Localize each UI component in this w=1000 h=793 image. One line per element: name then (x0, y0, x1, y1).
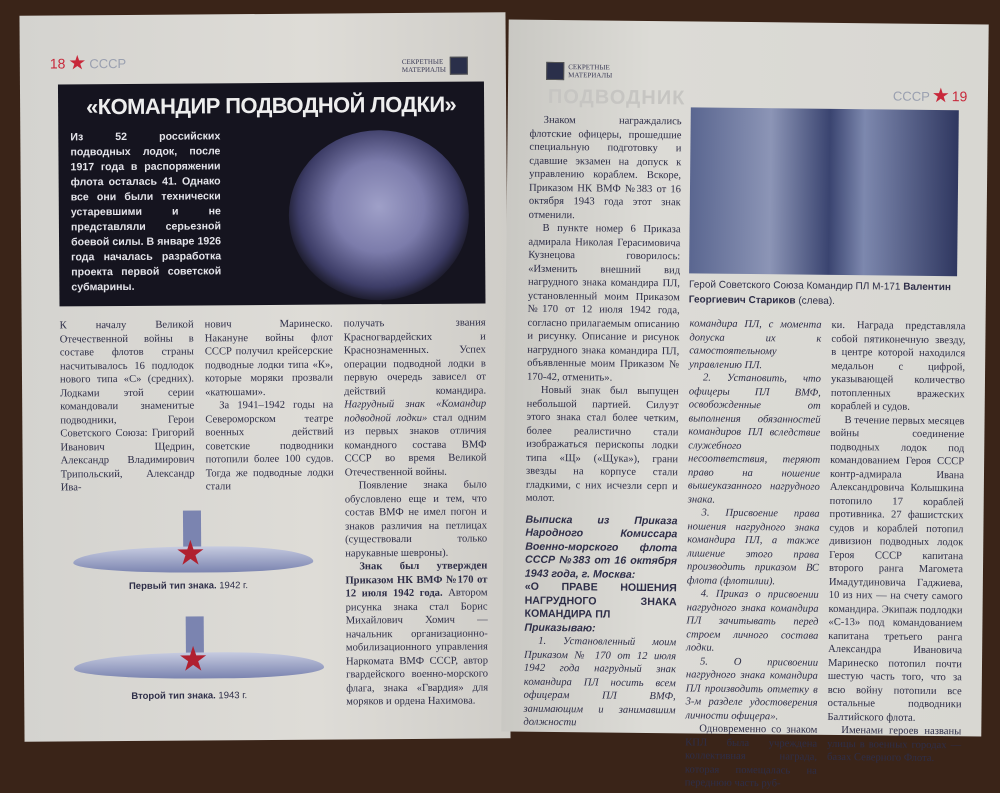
paragraph: В течение первых месяцев войны соединение подводных лодок под командованием Героя СССР контр-адмирала Ивана Александровича Колышкина потопило 17 кораблей противника. 27 фашистских судов и кораблей потопил дивизион подводных лодок Героя СССР капитана второго ранга Магомета Имадутдиновича Гаджиева, 10 из них — на счету самого командира. Экипаж подлодки «С-13» под командованием капитана третьего ранга Александра Ивановича Маринеско потопил почти шестую часть того, что за всю войну потопили все остальные подводники Балтийского флота. (827, 414, 965, 724)
column-2 (205, 318, 334, 494)
column-a (523, 114, 681, 731)
column-1 (60, 318, 195, 494)
magazine-logo (402, 57, 468, 75)
order-label: Приказываю: (524, 621, 596, 634)
text: стал одним из первых знаков отличия командного состава ВМФ СССР во время Великой Отечественной войны. (344, 411, 487, 478)
logo-line: СЕКРЕТНЫЕ (401, 57, 444, 67)
column-3 (344, 316, 489, 708)
order-item: 5. О присвоении нагрудного знака командира ПЛ производить отметку в 3-м разделе удостоверения личности офицера». (685, 656, 819, 722)
logo-line: МАТЕРИАЛЫ (568, 71, 613, 80)
magazine-logo (546, 62, 612, 81)
label: Первый тип знака. (128, 580, 217, 592)
logo-emblem-icon (450, 57, 468, 75)
text: (слева). (795, 295, 836, 307)
page-header-right (893, 86, 968, 107)
page-header-left (50, 53, 126, 74)
ghost-heading: ПОДВОДНИК (547, 85, 686, 110)
paragraph (344, 316, 487, 479)
order-heading: «О ПРАВЕ НОШЕНИЯ НАГРУДНОГО ЗНАКА КОМАНДИРА ПЛ (524, 580, 677, 621)
bold-text: Знак был утвержден Приказом НК ВМФ №170 от 12 июля 1942 года. (345, 560, 488, 600)
text: Автором рисунка знака стал Борис Михайлович Хомич — начальник организационно-мобилизационного управления Наркомата ВМФ СССР, автор гвардейского военно-морского флага, знака «Гвардия» для моряков и ордена Нахимова. (345, 587, 489, 708)
label: Второй тип знака. (131, 690, 216, 702)
logo-emblem-icon (546, 62, 564, 80)
officers-photo (689, 107, 959, 276)
section-label: СССР (89, 55, 127, 71)
paragraph: Именами героев названы улицы в военных городах — базах Северного Флота. (826, 725, 962, 765)
left-page (19, 12, 510, 741)
red-star-icon: ★ (175, 534, 206, 573)
logo-line: МАТЕРИАЛЫ (401, 65, 446, 75)
paragraph: Появление знака было обусловлено еще и тем, что состав ВМФ не имел погон и знаков различия на петлицах (существовали только нарукавные шевроны). (344, 479, 488, 559)
paragraph: Новый знак был выпущен небольшой партией. Силуэт этого знака стал более четким, более реалистично стали изображаться перископы лодки типа «Щ» («Щука»), грани звезды на корпусе стали гладкими, с них исчезли серп и молот. (525, 384, 679, 505)
paragraph: Одновременно со знаком КПЛ была учреждена коллективная награда, которая помещалась на переднюю часть руб- (684, 723, 818, 790)
paragraph (345, 559, 488, 708)
column-c (827, 319, 966, 766)
order-item: 3. Присвоение права ношения нагрудного знака командира ПЛ, а также лишение этого права производить приказом ВС флота (флотилии). (686, 507, 820, 587)
paragraph: нович Маринеско. Накануне войны флот СССР получил крейсерские подводные лодки типа «К», которые моряки прозвали «катюшами». (204, 318, 334, 398)
section-label: СССР (892, 88, 930, 104)
order-item: 2. Установить, что офицеры ПЛ ВМФ, освобожденные от выполнения обязанностей командиров ПЛ вследствие служебного несоответствия, теряют право на ношение вышеуказанного нагрудного знака. (687, 372, 822, 506)
right-page (501, 20, 988, 790)
order-item: 1. Установленный моим Приказом № 170 от 12 июля 1942 года нагрудный знак командира ПЛ носить всем офицерам ПЛ ВМФ, занимающим и занимавшим должности (523, 635, 677, 729)
red-star-icon: ★ (177, 640, 209, 679)
italic-text: Нагрудный знак «Командир подводной лодки» (344, 398, 487, 424)
order-item: 4. Приказ о присвоении нагрудного знака командира ПЛ зачитывать перед строем личного состава лодки. (686, 588, 819, 654)
badge-caption-2 (64, 690, 314, 703)
year: 1943 г. (218, 690, 248, 702)
badge-caption-1 (63, 580, 313, 593)
red-star-icon: ★ (931, 84, 950, 108)
page-number: 18 (49, 55, 66, 72)
page-number: 19 (951, 88, 968, 105)
article-title: «КОМАНДИР ПОДВОДНОЙ ЛОДКИ» (86, 91, 457, 120)
year: 1942 г. (219, 580, 248, 592)
photo-caption (689, 277, 961, 310)
text: Герой Советского Союза Командир ПЛ М-171 (688, 279, 904, 293)
paragraph: Знаком награждались флотские офицеры, прошедшие специальную подготовку и сдавшие экзамен на допуск к управлению кораблем. Вскоре, Приказом НК ВМФ №383 от 16 октября 1943 года этот знак отменили. (528, 114, 682, 221)
paragraph: К началу Великой Отечественной войны в составе флотов страны насчитывалось 16 подлодок нового типа «С» (средних). Лодками этой серии командовали знаменитые подводники, Герои Советского Союза: Григорий Иванович Щедрин, Александр Владимирович Трипольский, Александр Ива- (59, 319, 195, 494)
paragraph: В пункте номер 6 Приказа адмирала Николая Герасимовича Кузнецова говорилось: «Изменить внешний вид нагрудного знака командира ПЛ, установленный моим Приказом №170 от 12 июля 1942 года, согласно прилагаемым описанию и рисунку. Описание и рисунок нагрудного знака командира ПЛ, объявленные моим Приказом № 170-42, отменить». (526, 222, 681, 384)
title-banner (58, 81, 486, 306)
logo-line: СЕКРЕТНЫЕ (568, 63, 610, 72)
order-extract: Выписка из Приказа Народного Комиссара Военно-морского флота СССР №383 от 16 октября 1943 года, г. Москва: (524, 513, 678, 581)
column-b (685, 317, 822, 791)
paragraph: ки. Награда представляла собой пятиконечную звезду, в центре которой находился медальон с цифрой, указывающей количество потопленных вражеских кораблей и судов. (830, 319, 966, 413)
periscope-photo (288, 130, 469, 301)
badges-illustration (63, 506, 335, 724)
order-item: командира ПЛ, с момента допуска их к самостоятельному управлению ПЛ. (689, 318, 822, 371)
text: получать звания Красногвардейских и Краснознаменных. Успех операции подводной лодки в первую очередь зависел от действий командира. (343, 317, 487, 397)
bold-name: Валентин Георгиевич Стариков (688, 281, 951, 307)
paragraph: За 1941–1942 годы на Североморском театре военных действий советские подводники потопили более 100 судов. Тогда же подводные лодки стали (205, 399, 334, 493)
intro-text: Из 52 российских подводных лодок, после 1917 года в распоряжении флота осталась 41. Однако все они были технически устаревшими и не представляли серьезной боевой силы. В январе 1926 года началась разработка проекта первой советской субмарины. (70, 130, 222, 294)
red-star-icon: ★ (68, 52, 87, 75)
